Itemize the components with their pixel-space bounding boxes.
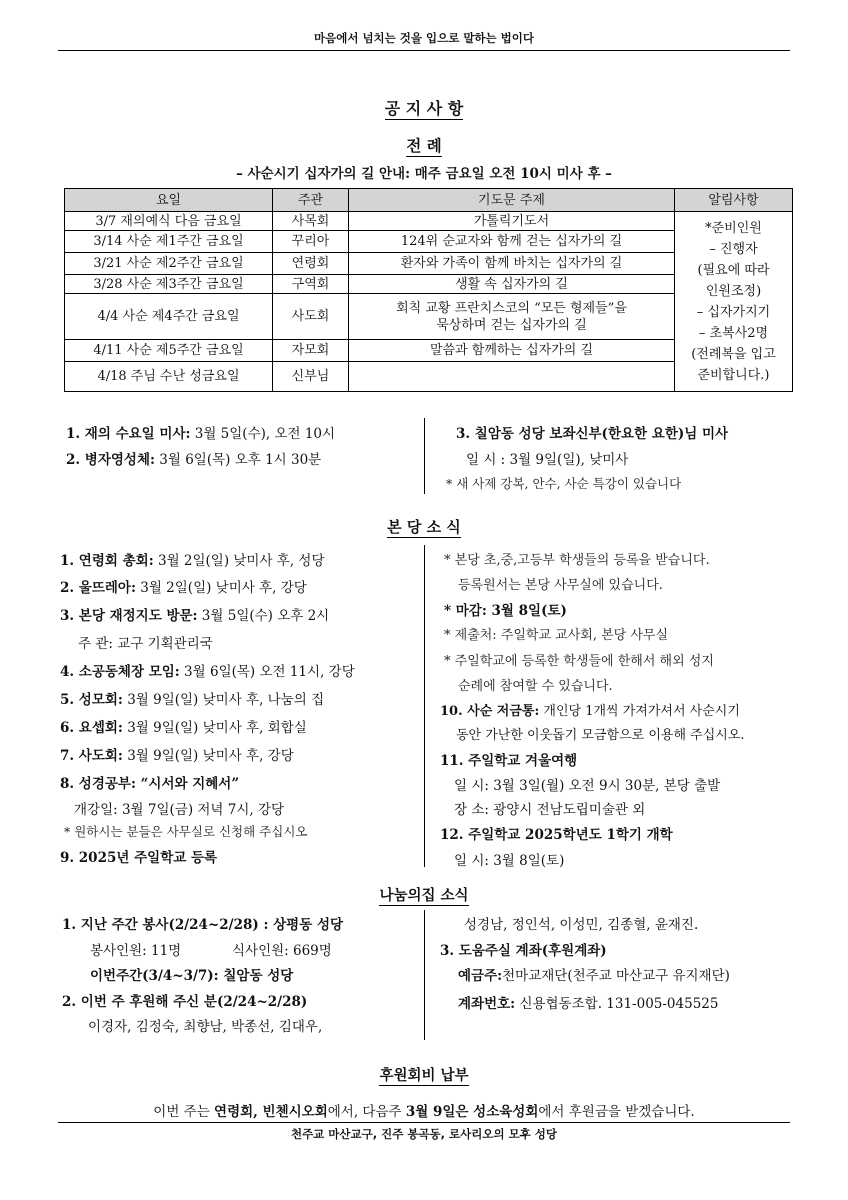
cell-notes (675, 212, 793, 392)
cell-org: 꾸리아 (273, 231, 349, 253)
parish-item-3-sub: 주 관: 교구 기획관리국 (78, 636, 213, 652)
parish-item-5: 5. 성모회: 3월 9일(일) 낮미사 후, 나눔의 집 (60, 692, 325, 708)
page-footer: 천주교 마산교구, 진주 봉곡동, 로사리오의 모후 성당 (58, 1122, 790, 1142)
note-line: *준비인원 (705, 220, 762, 236)
meal-count: 식사인원: 669명 (232, 943, 332, 959)
cell-day: 3/28 사순 제3주간 금요일 (65, 275, 273, 294)
registration-deadline: * 마감: 3월 8일(토) (444, 603, 567, 619)
cell-org: 사도회 (273, 294, 349, 340)
cell-topic: 가톨릭기도서 (349, 212, 675, 231)
page-header: 마음에서 넘치는 것을 입으로 말하는 법이다 (58, 30, 790, 51)
note-line: (필요에 따라 (697, 262, 770, 278)
cell-org: 구역회 (273, 275, 349, 294)
parish-item-8-sub: 개강일: 3월 7일(금) 저녁 7시, 강당 (74, 802, 285, 818)
cell-org: 신부님 (273, 362, 349, 392)
parish-item-8-note: * 원하시는 분들은 사무실로 신청해 주십시오 (64, 824, 308, 839)
parish-item-2: 2. 울뜨레아: 3월 2일(일) 낮미사 후, 강당 (60, 580, 307, 596)
column-divider (424, 545, 425, 867)
donor-names-continued: 성경남, 정인석, 이성민, 김종혈, 윤재진. (464, 917, 699, 933)
parish-item-7: 7. 사도회: 3월 9일(일) 낮미사 후, 강당 (60, 748, 294, 764)
registration-note: 순례에 참여할 수 있습니다. (458, 679, 613, 694)
table-row (65, 212, 793, 231)
cell-org: 연령회 (273, 253, 349, 275)
sharing-item-3: 3. 도움주실 계좌(후원계좌) (440, 943, 607, 959)
note-line: 준비합니다.) (697, 367, 770, 383)
topic-line: 묵상하며 걷는 십자가의 길 (436, 317, 587, 333)
cell-topic: 환자와 가족이 함께 바치는 십자가의 길 (349, 253, 675, 275)
cell-topic: 124위 순교자와 함께 걷는 십자가의 길 (349, 231, 675, 253)
parish-item-1: 1. 연령회 총회: 3월 2일(일) 낮미사 후, 성당 (60, 553, 325, 569)
col-header-day: 요일 (65, 189, 273, 212)
note-line: 인원조정) (705, 283, 762, 299)
support-fee-text: 이번 주는 연령회, 빈첸시오회에서, 다음주 3월 9일은 성소육성회에서 후원금을 받겠습니다. (153, 1104, 695, 1120)
parish-item-4: 4. 소공동체장 모임: 3월 6일(목) 오전 11시, 강당 (60, 664, 355, 680)
liturgy-item-3-note: * 새 사제 강복, 안수, 사순 특강이 있습니다 (446, 476, 682, 491)
parish-item-11: 11. 주일학교 겨울여행 (440, 753, 578, 769)
cell-day: 3/7 재의예식 다음 금요일 (65, 212, 273, 231)
sharing-item-1: 1. 지난 주간 봉사(2/24~2/28) : 상평동 성당 (62, 917, 344, 933)
parish-item-3: 3. 본당 재정지도 방문: 3월 5일(수) 오후 2시 (60, 608, 330, 624)
cell-topic (349, 362, 675, 392)
liturgy-item-3: 3. 칠암동 성당 보좌신부(한요한 요한)님 미사 (456, 426, 729, 442)
donor-names: 이경자, 김정숙, 최향남, 박종선, 김대우, (88, 1019, 323, 1035)
liturgy-item-1: 1. 재의 수요일 미사: 3월 5일(수), 오전 10시 (66, 426, 336, 442)
registration-note: * 주일학교에 등록한 학생들에 한해서 해외 성지 (444, 654, 714, 669)
cell-topic: 생활 속 십자가의 길 (349, 275, 675, 294)
cell-day: 4/11 사순 제5주간 금요일 (65, 340, 273, 362)
liturgy-subtitle: – 사순시기 십자가의 길 안내: 매주 금요일 오전 10시 미사 후 – (236, 166, 612, 182)
parish-item-12-time: 일 시: 3월 8일(토) (454, 853, 565, 869)
sharing-news-title: 나눔의집 소식 (379, 887, 469, 904)
cell-day: 3/21 사순 제2주간 금요일 (65, 253, 273, 275)
parish-item-9: 9. 2025년 주일학교 등록 (60, 850, 218, 866)
stations-of-cross-table (64, 188, 793, 392)
liturgy-title: 전 례 (406, 136, 442, 155)
cell-org: 자모회 (273, 340, 349, 362)
parish-item-11-time: 일 시: 3월 3일(월) 오전 9시 30분, 본당 출발 (454, 778, 721, 794)
account-number: 계좌번호: 신용협동조합. 131-005-045525 (458, 996, 719, 1012)
note-line: – 십자가지기 (696, 304, 771, 320)
notice-title: 공 지 사 항 (384, 99, 464, 118)
parish-news-title: 본 당 소 식 (387, 518, 461, 536)
registration-note: 등록원서는 본당 사무실에 있습니다. (458, 578, 663, 593)
table-header-row (65, 189, 793, 212)
parish-item-10-sub: 동안 가난한 이웃돕기 모금함으로 이용해 주십시오. (456, 728, 745, 743)
column-divider (424, 910, 425, 1040)
liturgy-item-3-time: 일 시 : 3월 9일(일), 낮미사 (466, 452, 629, 468)
note-line: (전례복을 입고 (691, 346, 776, 362)
col-header-org: 주관 (273, 189, 349, 212)
parish-item-11-place: 장 소: 광양시 전남도립미술관 외 (454, 802, 646, 818)
col-header-notes: 알림사항 (675, 189, 793, 212)
parish-item-12: 12. 주일학교 2025학년도 1학기 개학 (440, 827, 673, 843)
topic-line: 회칙 교황 프란치스코의 “모든 형제들”을 (396, 300, 627, 316)
support-fee-title: 후원회비 납부 (379, 1067, 469, 1084)
registration-note: * 본당 초,중,고등부 학생들의 등록을 받습니다. (444, 553, 710, 568)
parish-item-8: 8. 성경공부: “시서와 지혜서” (60, 776, 240, 792)
note-line: – 진행자 (709, 241, 758, 257)
column-divider (424, 418, 425, 494)
cell-day: 3/14 사순 제1주간 금요일 (65, 231, 273, 253)
parish-item-10: 10. 사순 저금통: 개인당 1개씩 가져가셔서 사순시기 (440, 704, 740, 719)
cell-org: 사목회 (273, 212, 349, 231)
registration-note: * 제출처: 주일학교 교사회, 본당 사무실 (444, 628, 669, 643)
note-line: – 초복사2명 (698, 325, 769, 341)
liturgy-item-2: 2. 병자영성체: 3월 6일(목) 오후 1시 30분 (66, 452, 322, 468)
cell-topic (349, 294, 675, 340)
account-holder: 예금주:천마교재단(천주교 마산교구 유지재단) (458, 968, 730, 984)
cell-topic: 말씀과 함께하는 십자가의 길 (349, 340, 675, 362)
col-header-topic: 기도문 주제 (349, 189, 675, 212)
sharing-item-2: 2. 이번 주 후원해 주신 분(2/24~2/28) (62, 994, 308, 1010)
cell-day: 4/18 주님 수난 성금요일 (65, 362, 273, 392)
cell-day: 4/4 사순 제4주간 금요일 (65, 294, 273, 340)
volunteer-count: 봉사인원: 11명 (90, 943, 182, 959)
this-week-volunteer: 이번주간(3/4~3/7): 칠암동 성당 (90, 968, 294, 984)
parish-item-6: 6. 요셉회: 3월 9일(일) 낮미사 후, 회합실 (60, 720, 307, 736)
